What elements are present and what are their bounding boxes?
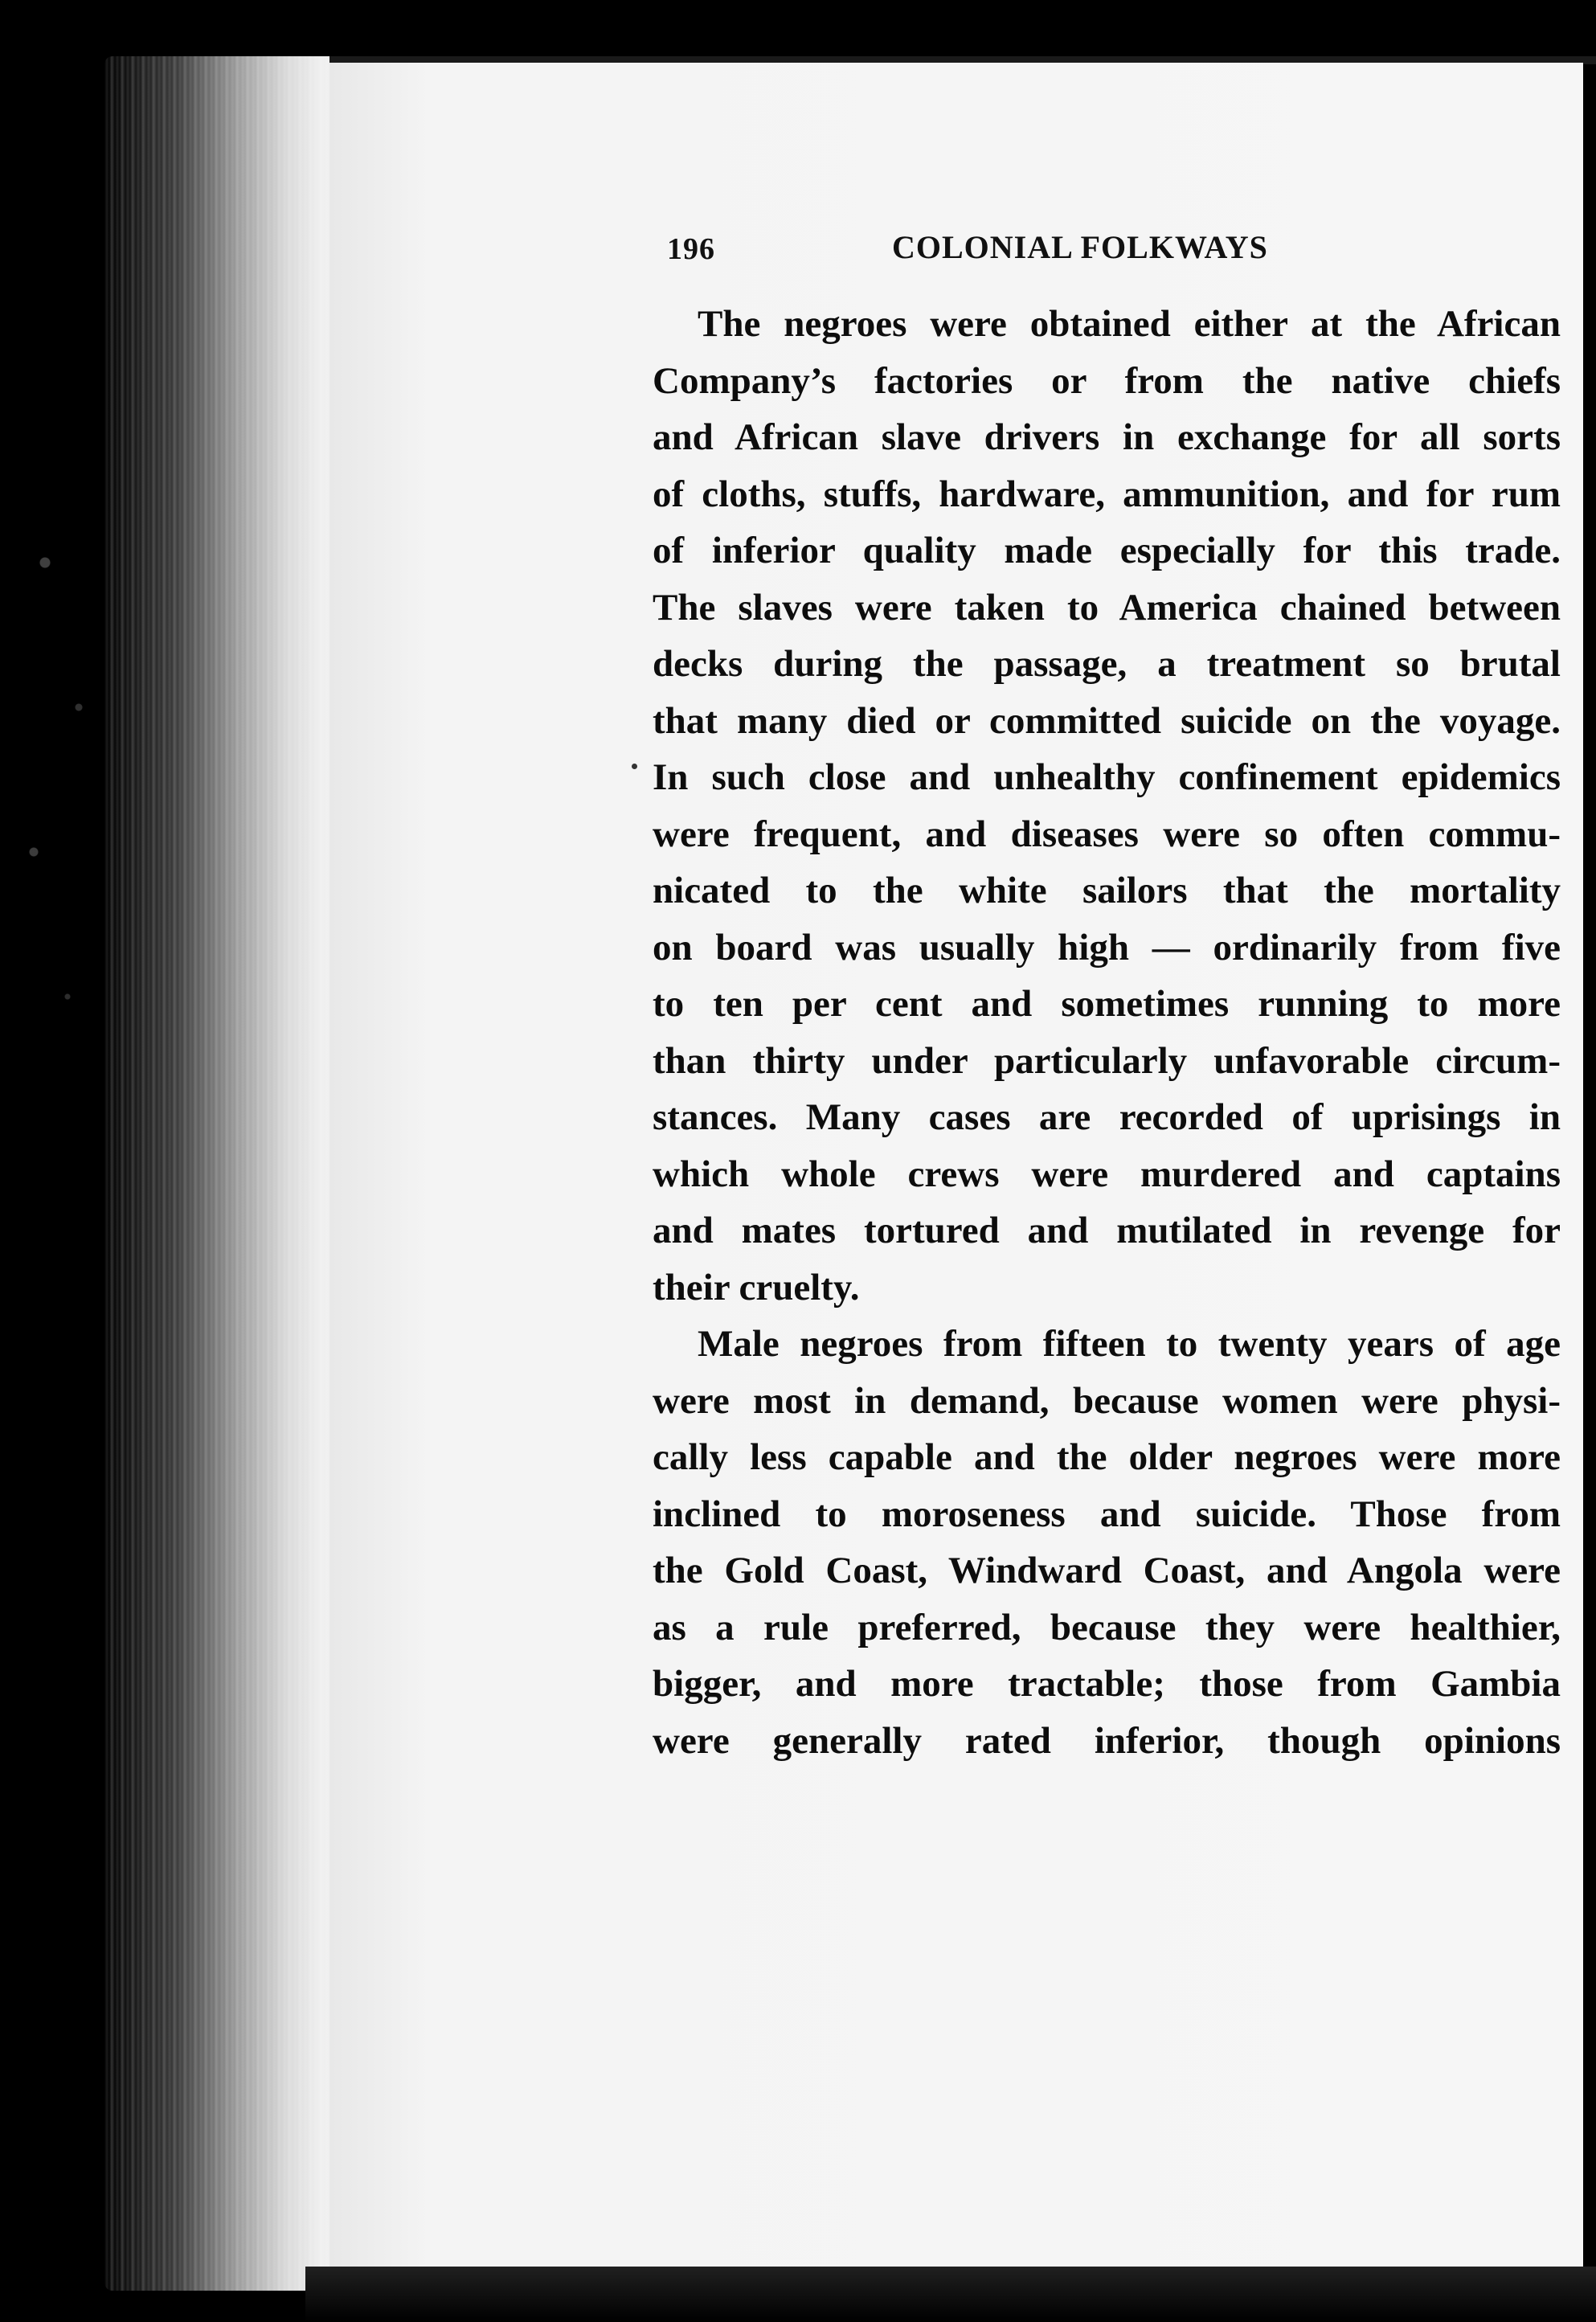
page-bottom-shadow	[305, 2267, 1596, 2322]
running-head	[667, 225, 1583, 281]
text-line: were generally rated inferior, though opinions	[653, 1719, 1561, 1762]
margin-speck	[632, 764, 637, 769]
text-line: In such close and unhealthy confinement epidemics	[653, 756, 1561, 798]
text-line: on board was usually high — ordinarily from five	[653, 926, 1561, 969]
text-line: and African slave drivers in exchange for all sorts	[653, 416, 1561, 458]
text-line: The slaves were taken to America chained between	[653, 586, 1561, 629]
body-text	[653, 296, 1561, 1769]
text-line: of cloths, stuffs, hardware, ammunition, and for rum	[653, 473, 1561, 515]
text-line: the Gold Coast, Windward Coast, and Angola were	[653, 1550, 1561, 1591]
page-number: 196	[667, 232, 715, 266]
text-line: bigger, and more tractable; those from Gambia	[653, 1663, 1561, 1705]
text-line: Male negroes from fifteen to twenty years of age	[698, 1323, 1561, 1365]
text-line: to ten per cent and sometimes running to more	[653, 983, 1561, 1025]
text-line: that many died or committed suicide on the voyage.	[653, 699, 1561, 742]
paragraph-1	[653, 296, 1561, 1316]
text-line: Company’s factories or from the native chiefs	[653, 359, 1561, 402]
text-line: than thirty under particularly unfavorable circum-	[653, 1039, 1561, 1082]
text-line: as a rule preferred, because they were healthier,	[653, 1606, 1561, 1648]
text-line: which whole crews were murdered and captains	[653, 1153, 1561, 1195]
text-line: decks during the passage, a treatment so brutal	[653, 643, 1561, 685]
text-line: were most in demand, because women were physi-	[653, 1379, 1561, 1422]
paragraph-2	[653, 1316, 1561, 1769]
text-line: The negroes were obtained either at the African	[698, 303, 1561, 345]
text-line: of inferior quality made especially for this trade.	[653, 530, 1561, 571]
scan-noise	[0, 418, 113, 1141]
book-page-edges	[104, 56, 346, 2291]
text-line: stances. Many cases are recorded of uprisings in	[653, 1096, 1561, 1138]
text-line: nicated to the white sailors that the mortality	[653, 870, 1561, 911]
text-line: were frequent, and diseases were so often commu-	[653, 813, 1561, 855]
running-title: COLONIAL FOLKWAYS	[892, 229, 1268, 265]
text-line: their cruelty.	[653, 1266, 860, 1308]
text-line: and mates tortured and mutilated in revenge for	[653, 1210, 1561, 1251]
text-line: cally less capable and the older negroes were more	[653, 1436, 1561, 1478]
text-line: inclined to moroseness and suicide. Those from	[653, 1493, 1561, 1535]
